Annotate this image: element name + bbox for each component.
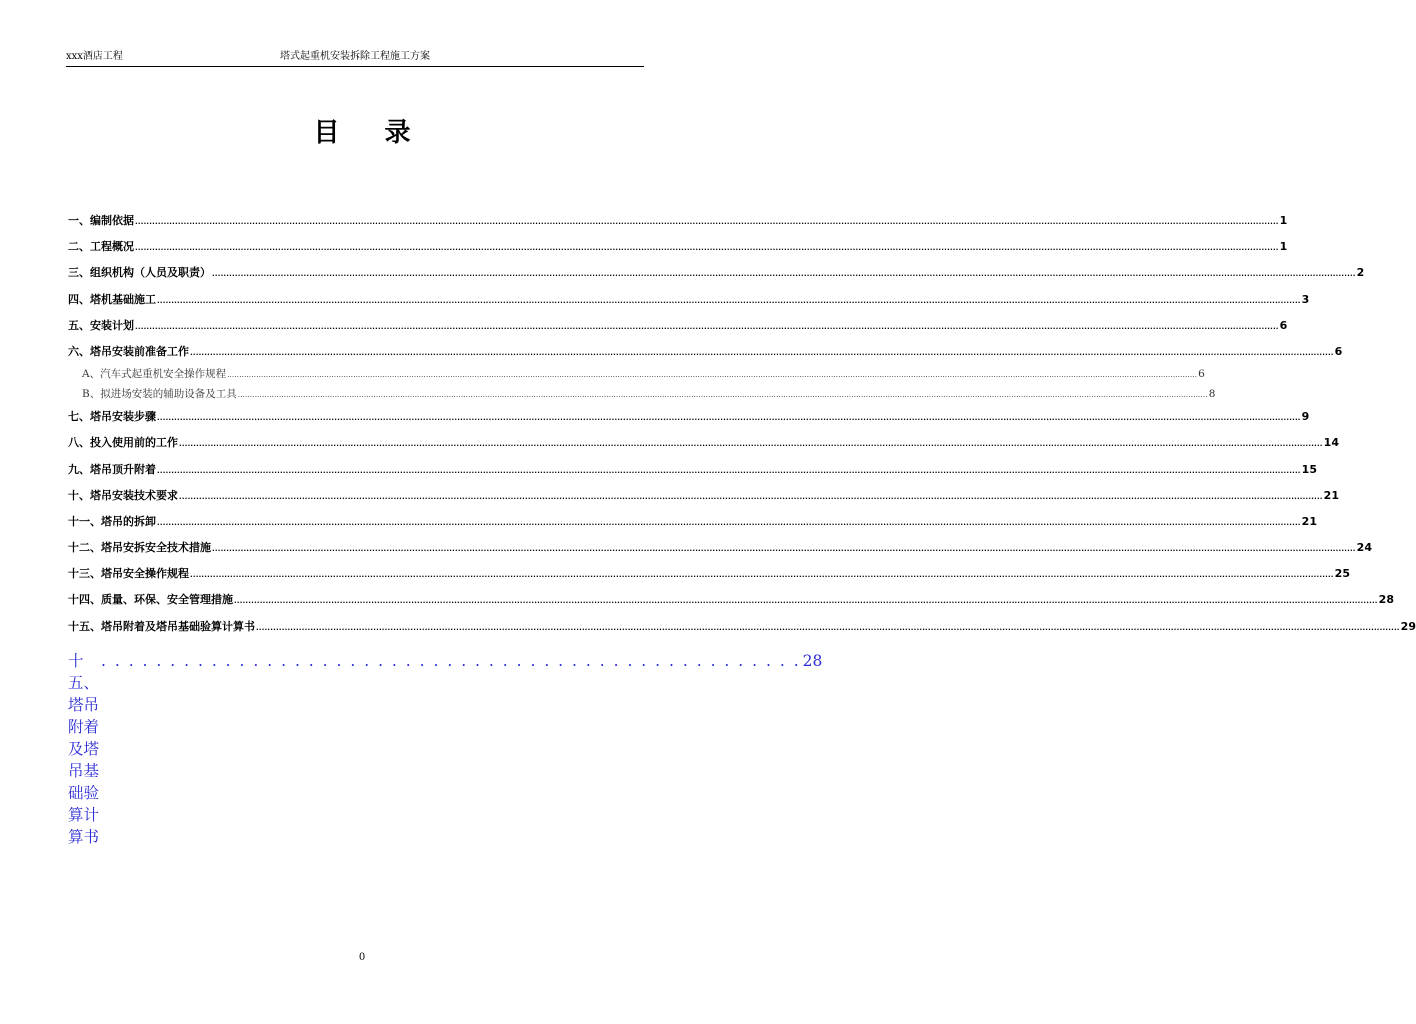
- toc-entry-page[interactable]: 6: [1334, 344, 1343, 358]
- toc-leader-dots: ................................................................................................................................................................................................................................................................................................................................................................................................................: [256, 623, 1400, 632]
- toc-entry-label[interactable]: 九、塔吊顶升附着: [68, 462, 156, 476]
- toc-entry-label[interactable]: 十四、质量、环保、安全管理措施: [68, 593, 233, 607]
- toc-entry-page[interactable]: 25: [1334, 567, 1350, 581]
- toc-leader-dots: ................................................................................................................................................................................................................................................................................................................................................................................................................: [157, 414, 1301, 423]
- toc-title: 目 录: [313, 118, 429, 148]
- toc-entry-page[interactable]: 1: [1279, 214, 1288, 227]
- toc-entry-page[interactable]: 2: [1356, 266, 1365, 280]
- toc-entry-label[interactable]: 六、塔吊安装前准备工作: [68, 344, 189, 358]
- toc-entry[interactable]: [68, 587, 1394, 613]
- toc-entry-label[interactable]: 八、投入使用前的工作: [68, 436, 178, 450]
- toc-entry[interactable]: [68, 404, 1310, 430]
- toc-entry-label[interactable]: A、汽车式起重机安全操作规程: [82, 368, 227, 381]
- toc-leader-dots: . . . . . . . . . . . . . . . . . . . . . . . . . . . . . . . . . . . . . . . . . . . . . . . . . . .: [101, 652, 801, 670]
- toc-entry-label[interactable]: 十五、塔吊附着及塔吊基础验算计算书: [68, 619, 255, 633]
- toc-leader-dots: ................................................................................................................................................................................................................................................................................................................................................................................................................: [234, 597, 1378, 606]
- toc-entry-page[interactable]: 28: [1378, 593, 1394, 607]
- toc-entry[interactable]: [68, 260, 1365, 286]
- page-footer-number: 0: [358, 952, 366, 963]
- toc-entry[interactable]: [68, 457, 1317, 483]
- toc-entry-label[interactable]: 七、塔吊安装步骤: [68, 410, 156, 424]
- toc-entry-page[interactable]: 6: [1198, 368, 1205, 381]
- toc-entry-page[interactable]: 29: [1400, 619, 1416, 633]
- toc-entry-label[interactable]: B、拟进场安装的辅助设备及工具: [82, 387, 237, 400]
- toc-entry-label[interactable]: 二、工程概况: [68, 240, 134, 254]
- toc-leader-dots: ................................................................................................................................................................................................................................................................................................................................................................................................................: [157, 518, 1301, 527]
- toc-leader-dots: ................................................................................................................................................................................................................................................................................................................................................................................................................: [135, 322, 1279, 331]
- toc-entry-page[interactable]: 14: [1323, 436, 1339, 450]
- toc-entry-page[interactable]: 21: [1323, 488, 1339, 502]
- toc-entry[interactable]: [68, 339, 1343, 365]
- toc-entry-label[interactable]: 十一、塔吊的拆卸: [68, 514, 156, 528]
- toc-entry-page[interactable]: 1: [1279, 240, 1288, 254]
- toc-entry-page[interactable]: 15: [1301, 462, 1317, 476]
- toc-entry-label[interactable]: 五、安装计划: [68, 318, 134, 332]
- toc-entry-label[interactable]: 十二、塔吊安拆安全技术措施: [68, 541, 211, 555]
- toc-leader-dots: ................................................................................................................................................................................................................................................................................................................................................................................................................: [212, 545, 1356, 554]
- toc-leader-dots: ................................................................................................................................................................................................................................................................................................................................................................................................................: [190, 348, 1334, 357]
- toc-entry[interactable]: [68, 313, 1288, 339]
- toc-leader-dots: ................................................................................................................................................................................................................................................................................................................................................................................................................: [190, 571, 1334, 580]
- table-of-contents: [68, 208, 1416, 640]
- toc-leader-dots: ................................................................................................................................................................................................................................................................................................................................................................................................................: [157, 296, 1301, 305]
- toc-entry[interactable]: [68, 365, 1205, 385]
- toc-entry[interactable]: [68, 561, 1350, 587]
- toc-entry[interactable]: [68, 208, 1288, 234]
- toc-leader-dots: ................................................................................................................................................................................................................................................................................................................................................................................................................: [135, 218, 1279, 226]
- header-document-title: 塔式起重机安装拆除工程施工方案: [280, 51, 430, 62]
- toc-leader-dots: ................................................................................................................................................................................................................................................................................................................................................................................................................: [179, 492, 1323, 501]
- toc-entry[interactable]: [68, 509, 1317, 535]
- header-project-name: xxx酒店工程: [66, 51, 123, 62]
- toc-entry[interactable]: [68, 287, 1310, 313]
- toc-entry-page[interactable]: 8: [1208, 387, 1216, 400]
- toc-entry-label[interactable]: 四、塔机基础施工: [68, 292, 156, 306]
- toc-entry-page[interactable]: 24: [1356, 541, 1372, 555]
- toc-entry-label[interactable]: 十五、塔吊附着及塔吊基础验算计算书: [68, 652, 100, 846]
- toc-entry-label[interactable]: 十、塔吊安装技术要求: [68, 488, 178, 502]
- toc-entry-page[interactable]: 28: [802, 652, 823, 670]
- toc-entry-label[interactable]: 一、编制依据: [68, 214, 134, 227]
- toc-entry-page[interactable]: 3: [1301, 292, 1310, 306]
- toc-hyperlink-entry[interactable]: [68, 649, 823, 847]
- toc-leader-dots: ................................................................................................................................................................................................................................................................................................................................................................................................................: [237, 390, 1208, 399]
- toc-leader-dots: ................................................................................................................................................................................................................................................................................................................................................................................................................: [227, 371, 1198, 380]
- toc-leader-dots: ................................................................................................................................................................................................................................................................................................................................................................................................................: [212, 270, 1356, 279]
- toc-entry[interactable]: [68, 483, 1339, 509]
- toc-entry-page[interactable]: 6: [1279, 318, 1288, 332]
- toc-entry-label[interactable]: 三、组织机构（人员及职责）: [68, 266, 211, 280]
- toc-entry-label[interactable]: 十三、塔吊安全操作规程: [68, 567, 189, 581]
- toc-entry-page[interactable]: 21: [1301, 514, 1317, 528]
- toc-entry[interactable]: [68, 535, 1372, 561]
- toc-leader-dots: ................................................................................................................................................................................................................................................................................................................................................................................................................: [135, 244, 1279, 253]
- page-header: [66, 50, 644, 67]
- toc-entry-page[interactable]: 9: [1301, 410, 1310, 424]
- toc-entry[interactable]: [68, 614, 1416, 640]
- toc-entry[interactable]: [68, 430, 1339, 456]
- toc-leader-dots: ................................................................................................................................................................................................................................................................................................................................................................................................................: [157, 466, 1301, 475]
- toc-entry[interactable]: [68, 234, 1288, 260]
- toc-entry[interactable]: [68, 385, 1216, 405]
- toc-leader-dots: ................................................................................................................................................................................................................................................................................................................................................................................................................: [179, 440, 1323, 449]
